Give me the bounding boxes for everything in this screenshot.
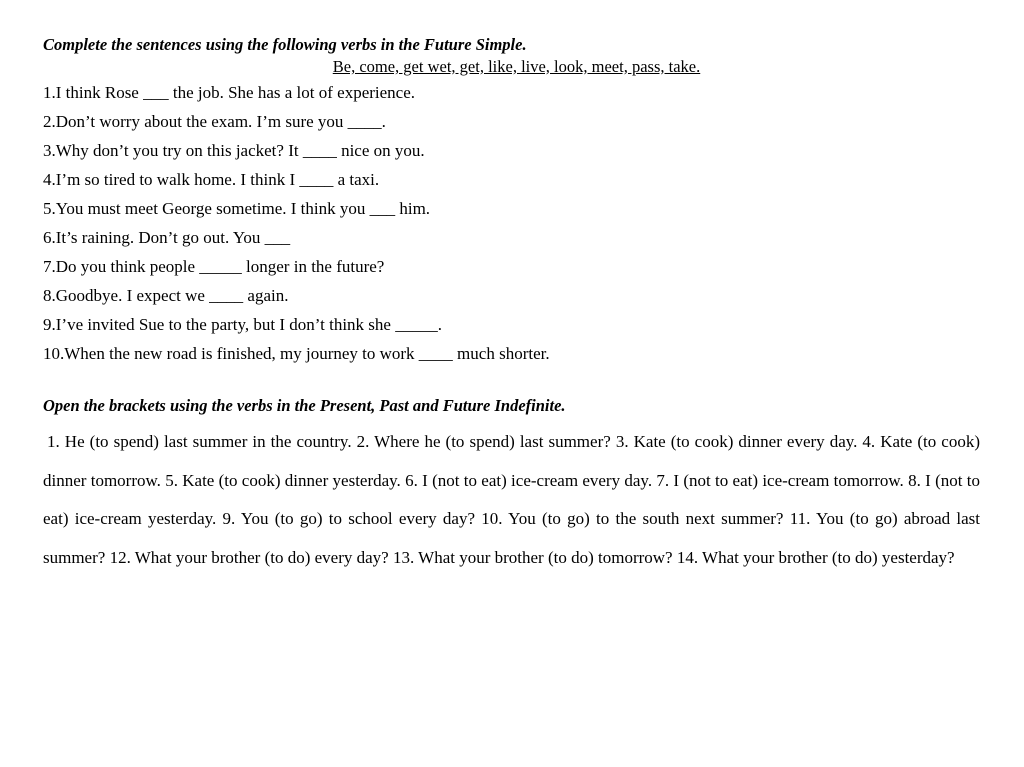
worksheet-page xyxy=(43,34,980,577)
sentence-5: 5.You must meet George sometime. I think you ___ him. xyxy=(43,199,431,218)
sentence-4: 4.I’m so tired to walk home. I think I ____ a taxi. xyxy=(43,170,380,189)
task1-verb-list: Be, come, get wet, get, like, live, look, meet, pass, take. xyxy=(332,57,701,76)
sentence-7: 7.Do you think people _____ longer in the future? xyxy=(43,257,385,276)
task2-title: Open the brackets using the verbs in the Present, Past and Future Indefinite. xyxy=(43,396,566,415)
sentence-1: 1.I think Rose ___ the job. She has a lot of experience. xyxy=(43,83,416,102)
sentence-6: 6.It’s raining. Don’t go out. You ___ xyxy=(43,228,291,247)
sentence-3: 3.Why don’t you try on this jacket? It ____ nice on you. xyxy=(43,141,425,160)
task2-body: 1. He (to spend) last summer in the country. 2. Where he (to spend) last summer? 3. Kate (to cook) dinner every day. 4. Kate (to cook) dinner tomorrow. 5. Kate (to cook) dinner yesterday. 6. I (not to eat) ice-cream every day. 7. I (not to eat) ice-cream tomorrow. 8. I (not to eat) ice-cream yesterday. 9. You (to go) to school every day? 10. You (to go) to the south next summer? 11. You (to go) abroad last summer? 12. What your brother (to do) every day? 13. What your brother (to do) tomorrow? 14. What your brother (to do) yesterday? xyxy=(43,432,980,567)
sentence-10: 10.When the new road is finished, my journey to work ____ much shorter. xyxy=(43,344,550,363)
sentence-8: 8.Goodbye. I expect we ____ again. xyxy=(43,286,289,305)
sentence-9: 9.I’ve invited Sue to the party, but I don’t think she _____. xyxy=(43,315,442,334)
sentence-2: 2.Don’t worry about the exam. I’m sure you ____. xyxy=(43,112,386,131)
task1-title: Complete the sentences using the following verbs in the Future Simple. xyxy=(43,35,527,54)
task1-sentence-list xyxy=(43,78,980,368)
